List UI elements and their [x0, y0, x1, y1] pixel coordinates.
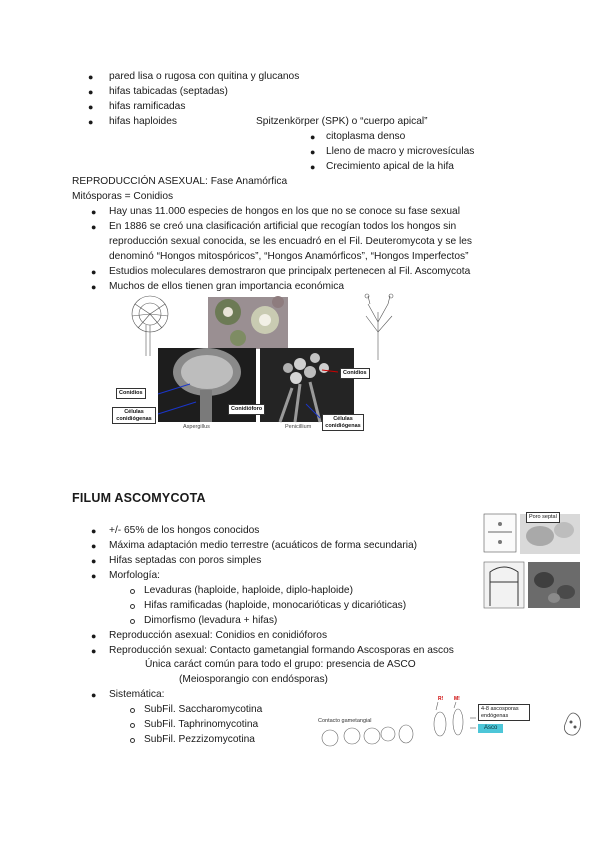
list-item: Crecimiento apical de la hifa	[326, 161, 454, 172]
sub-bullet-circle	[130, 619, 135, 624]
asco-formation-figure	[318, 696, 590, 754]
list-item: En 1886 se creó una clasificación artificial que recogían todos los hongos sin	[109, 221, 457, 232]
list-item-continued: denominó “Hongos mitospóricos”, “Hongos Anamórficos”, “Hongos Imperfectos”	[109, 251, 469, 262]
list-item: Hifas septadas con poros simples	[109, 555, 262, 566]
bullet-dot: ●	[88, 87, 94, 97]
sub-list-item: Hifas ramificadas (haploide, monocarióticas y dicarióticas)	[144, 600, 407, 611]
sub-list-item: SubFil. Pezzizomycotina	[144, 734, 255, 745]
page-title: FILUM ASCOMYCOTA	[72, 491, 206, 505]
bullet-dot: ●	[88, 72, 94, 82]
label-contacto-gametangial: Contacto gametangial	[318, 718, 372, 724]
label-ascosporas: 4-8 ascosporas endógenas	[478, 704, 530, 721]
sub-bullet-circle	[130, 723, 135, 728]
bullet-dot: ●	[91, 526, 97, 536]
list-item: Lleno de macro y microvesículas	[326, 146, 475, 157]
asco-formation-illustration	[318, 696, 590, 754]
note-line: Única caráct común para todo el grupo: presencia de ASCO	[145, 659, 416, 670]
list-item: Muchos de ellos tienen gran importancia económica	[109, 281, 345, 292]
sub-bullet-circle	[130, 738, 135, 743]
list-item-continued: reproducción sexual conocida, se les encuadró en el Fil. Deuteromycota y se les	[109, 236, 472, 247]
bullet-dot: ●	[91, 631, 97, 641]
conidiophore-figure	[110, 292, 400, 434]
bullet-dot: ●	[91, 646, 97, 656]
sub-list-item: Levaduras (haploide, haploide, diplo-haploide)	[144, 585, 353, 596]
list-item: Estudios moleculares demostraron que principalx pertenecen al Fil. Ascomycota	[109, 266, 471, 277]
bullet-dot: ●	[310, 162, 316, 172]
list-item: Máxima adaptación medio terrestre (acuáticos de forma secundaria)	[109, 540, 418, 551]
sub-list-item: SubFil. Saccharomycotina	[144, 704, 263, 715]
septal-pore-illustration	[482, 510, 582, 612]
bullet-dot: ●	[91, 267, 97, 277]
list-item: Morfología:	[109, 570, 160, 581]
spk-title: Spitzenkörper (SPK) o “cuerpo apical”	[256, 116, 428, 127]
label-celulas-right: Células conidiógenas	[322, 414, 364, 431]
bullet-dot: ●	[91, 222, 97, 232]
sub-list-item: Dimorfismo (levadura + hifas)	[144, 615, 278, 626]
bullet-dot: ●	[91, 207, 97, 217]
bullet-dot: ●	[88, 117, 94, 127]
sub-bullet-circle	[130, 604, 135, 609]
sub-list-item: SubFil. Taphrinomycotina	[144, 719, 259, 730]
label-celulas-left: Células conidiógenas	[112, 407, 156, 424]
mark-r: R!	[438, 696, 444, 702]
list-item: hifas ramificadas	[109, 101, 186, 112]
label-asco: Asco	[478, 724, 503, 733]
label-poro-septal: Poro septal	[526, 512, 560, 523]
label-conidioforo: Conidióforo	[228, 404, 265, 415]
septal-pore-figure	[482, 510, 582, 612]
bullet-dot: ●	[310, 132, 316, 142]
section-heading: REPRODUCCIÓN ASEXUAL: Fase Anamórfica	[72, 176, 288, 187]
section-subheading: Mitósporas = Conidios	[72, 191, 174, 202]
label-conidios-left: Conidios	[116, 388, 146, 399]
bullet-dot: ●	[310, 147, 316, 157]
list-item: Hay unas 11.000 especies de hongos en los que no se conoce su fase sexual	[109, 206, 460, 217]
list-item: citoplasma denso	[326, 131, 406, 142]
list-item: hifas haploides	[109, 116, 177, 127]
list-item: hifas tabicadas (septadas)	[109, 86, 228, 97]
bullet-dot: ●	[91, 690, 97, 700]
list-item: Sistemática:	[109, 689, 165, 700]
note-line: (Meiosporangio con endósporas)	[179, 674, 328, 685]
bullet-dot: ●	[91, 556, 97, 566]
sub-bullet-circle	[130, 589, 135, 594]
mark-m: M!	[454, 696, 460, 702]
list-item: +/- 65% de los hongos conocidos	[109, 525, 260, 536]
list-item: pared lisa o rugosa con quitina y glucanos	[109, 71, 300, 82]
list-item: Reproducción sexual: Contacto gametangial formando Ascosporas en ascos	[109, 645, 454, 656]
list-item: Reproducción asexual: Conidios en conidióforos	[109, 630, 328, 641]
sub-bullet-circle	[130, 708, 135, 713]
caption-right: Penicillium	[282, 423, 314, 431]
label-conidios-right: Conidios	[340, 368, 370, 379]
caption-left: Aspergillus	[180, 423, 213, 431]
bullet-dot: ●	[91, 571, 97, 581]
bullet-dot: ●	[88, 102, 94, 112]
bullet-dot: ●	[91, 282, 97, 292]
bullet-dot: ●	[91, 541, 97, 551]
